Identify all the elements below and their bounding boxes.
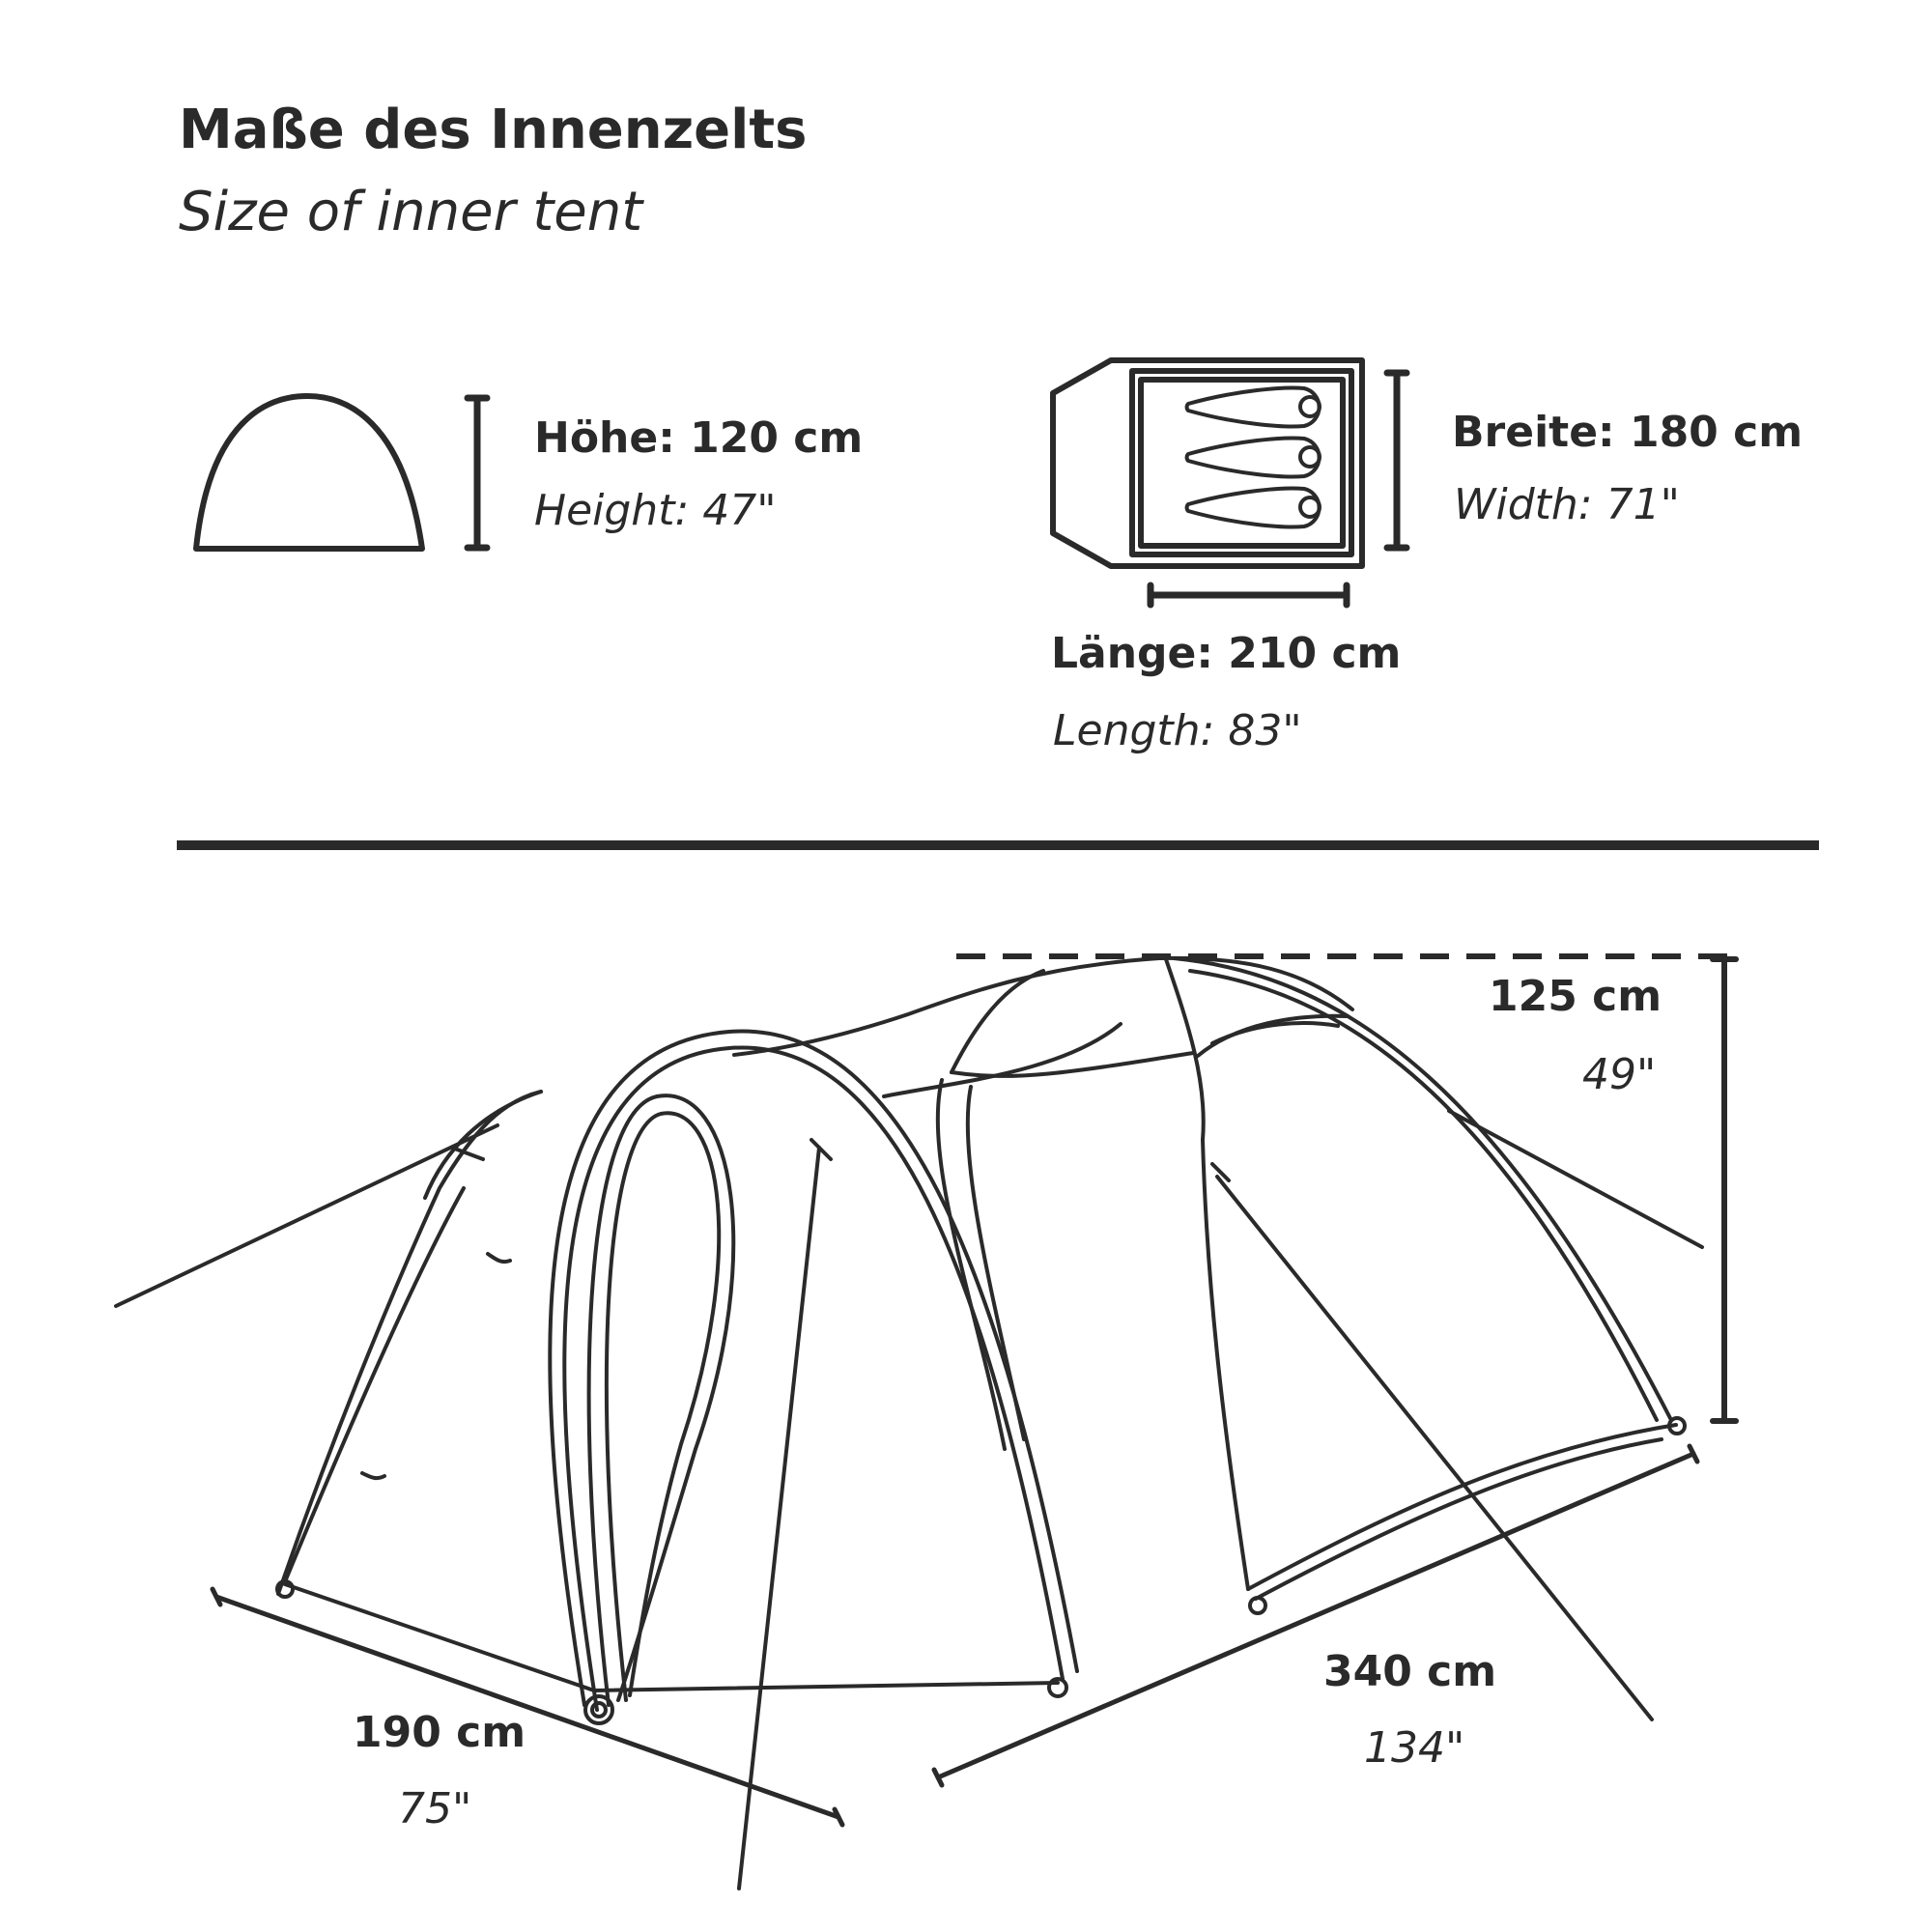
length-dimension-bar (1151, 585, 1347, 605)
page-title: Maße des Innenzelts (179, 99, 808, 161)
inner-height-label-en: Height: 47" (534, 486, 777, 535)
page-subtitle: Size of inner tent (179, 181, 643, 243)
outer-width-label-in: 75" (398, 1784, 472, 1833)
outer-height-dimension-bar (1713, 959, 1736, 1421)
outer-width-label: 190 cm (353, 1708, 526, 1757)
sleeping-bag-icons (1187, 388, 1320, 527)
outer-length-dimension-bar (934, 1446, 1697, 1785)
dome-tent-icon (196, 396, 422, 549)
outer-length-label: 340 cm (1323, 1647, 1497, 1696)
width-dimension-bar (1387, 373, 1406, 548)
inner-width-label: Breite: 180 cm (1452, 408, 1804, 457)
inner-height-label: Höhe: 120 cm (534, 413, 864, 463)
inner-width-label-en: Width: 71" (1454, 480, 1680, 529)
outer-height-label: 125 cm (1489, 972, 1662, 1021)
inner-length-label: Länge: 210 cm (1051, 629, 1402, 678)
outer-height-label-in: 49" (1582, 1050, 1657, 1099)
outer-length-label-in: 134" (1364, 1723, 1465, 1773)
inner-length-label-en: Length: 83" (1053, 706, 1302, 755)
height-dimension-bar (468, 398, 487, 548)
